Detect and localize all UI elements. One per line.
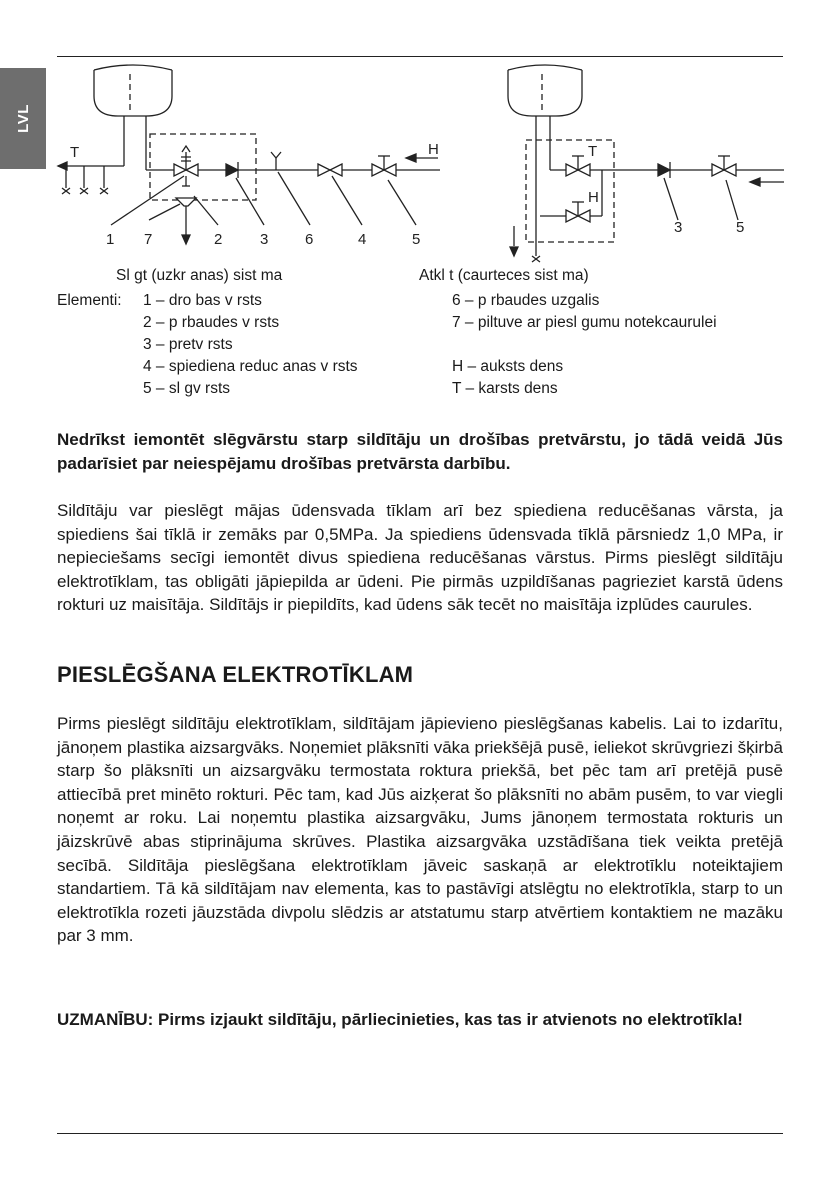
left-label-2: 2 (214, 231, 223, 248)
legend-item: 7 – piltuve ar piesl gumu notekcaurulei (452, 314, 717, 331)
left-label-t: T (70, 144, 80, 161)
legend-item: 4 – spiediena reduc anas v rsts (143, 358, 358, 375)
left-label-1: 1 (106, 231, 115, 248)
right-label-h: H (588, 189, 599, 206)
legend-prefix: Elementi: (57, 292, 122, 309)
right-label-t: T (588, 143, 598, 160)
left-label-6: 6 (305, 231, 314, 248)
right-label-5: 5 (736, 219, 745, 236)
legend-item: 5 – sl gv rsts (143, 380, 230, 397)
left-tank (94, 70, 172, 116)
left-label-h: H (428, 141, 439, 158)
warning-valve: Nedrīkst iemontēt slēgvārstu starp sildītāju un drošības pretvārstu, jo tādā veidā Jūs padarīsiet par neiespējamu drošības pretvārsta darbību. (57, 430, 783, 473)
right-label-3: 3 (674, 219, 683, 236)
paragraph-electrical: Pirms pieslēgt sildītāju elektrotīklam, sildītājam jāpievieno pieslēgšanas kabelis. Lai to izdarītu, jānoņem plastika aizsargvāks. Noņemiet plāksnīti vāka priekšējā pusē, ieliekot skrūvgriezi šķirbā starp šo plāksnīti un aizsargvāku termostata roktura priekšā, bet pēc tam arī pretējā pusē attiecībā pret minēto rokturi. Pēc tam, kad Jūs aizķerat šo plāksnīti no abām pusēm, to var viegli noņemt ar roku. Lai noņemtu plastika aizsargvāku, Jums jānoņem termostata rokturis un jāizskrūvē abas stiprinājuma skrūves. Plastika aizsargvāka uzstādīšana tiek veikta pretējā secībā. Sildītāja pieslēgšana elektrotīklam jāveic saskaņā ar elektrotīklu noteiktajiem standartiem. Tā kā sildītājam nav elementa, kas to pastāvīgi atslēgtu no elektrotīkla, starp to un elektrotīkla rozeti jāuzstāda divpolu slēdzis ar atstatumu starp atvērtiem kontaktiem ne mazāku par 3 mm. (57, 714, 783, 946)
left-label-7: 7 (144, 231, 153, 248)
open-system-caption: Atkl t (caurteces sist ma) (419, 267, 589, 284)
installation-diagrams (0, 0, 839, 300)
left-label-4: 4 (358, 231, 367, 248)
language-tab-label: LVL (14, 104, 32, 133)
warning-disconnect: UZMANĪBU: Pirms izjaukt sildītāju, pārliecinieties, kas tas ir atvienots no elektrotīkla! (57, 1010, 743, 1029)
legend-item: H – auksts dens (452, 358, 564, 375)
closed-system-caption: Sl gt (uzkr anas) sist ma (116, 267, 283, 284)
open-system-diagram (508, 65, 784, 262)
legend-item: 2 – p rbaudes v rsts (143, 314, 280, 331)
left-label-3: 3 (260, 231, 269, 248)
legend-item: 3 – pretv rsts (143, 336, 233, 353)
right-tank (508, 70, 582, 116)
section-heading: PIESLĒGŠANA ELEKTROTĪKLAM (57, 662, 414, 687)
legend-item: T – karsts dens (452, 380, 558, 397)
legend-item: 1 – dro bas v rsts (143, 292, 262, 309)
closed-system-diagram (58, 65, 440, 248)
paragraph-filling: Sildītāju var pieslēgt mājas ūdensvada tīklam arī bez spiediena reducēšanas vārsta, ja spiediens šai tīklā ir zemāks par 0,5MPa. Ja spiediens ūdensvada tīklā pārsniedz 1,0 MPa, ir nepieciešams secīgi iemontēt divus spiediena reducēšanas vārstus. Pirms pieslēgt sildītāju elektrotīklam, tas obligāti jāpiepilda ar ūdeni. Pie pirmās uzpildīšanas pagrieziet karstā ūdens rokturi uz maisītāja. Sildītājs ir piepildīts, kad ūdens sāk tecēt no maisītāja izplūdes caurules. (57, 501, 783, 615)
bottom-rule (57, 1133, 783, 1134)
left-label-5: 5 (412, 231, 421, 248)
legend-item: 6 – p rbaudes uzgalis (452, 292, 600, 309)
